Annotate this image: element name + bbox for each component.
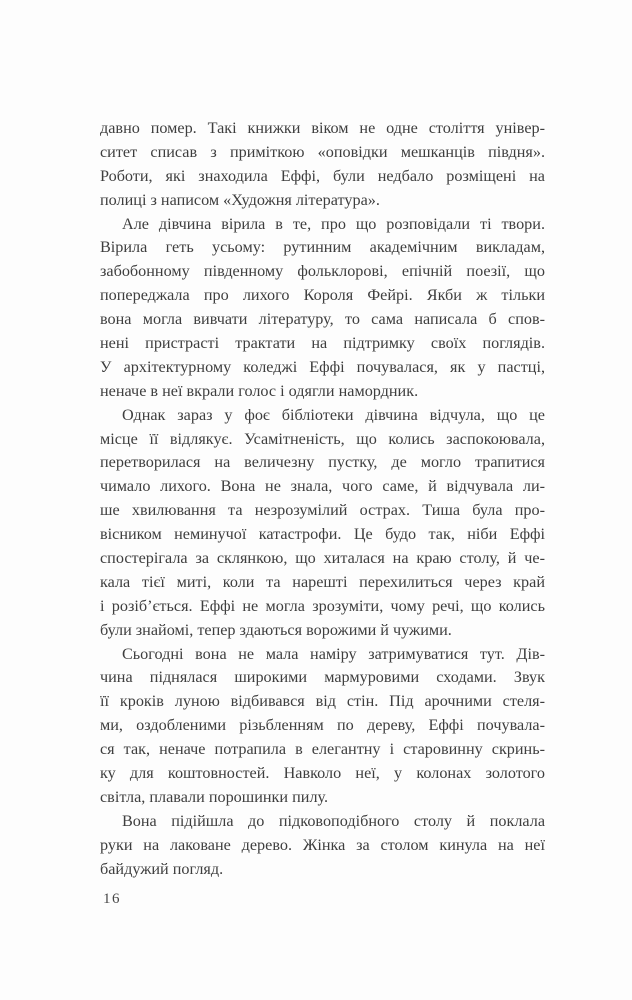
paragraph bbox=[100, 810, 545, 882]
text-line: були знайомі, тепер здаються ворожими й чужими. bbox=[100, 620, 452, 639]
text-line: ми, оздобленими різьбленням по дереву, Еффі почувала- bbox=[100, 716, 545, 735]
paragraph bbox=[100, 404, 545, 643]
paragraph bbox=[100, 643, 545, 810]
text-line: ку для коштовностей. Навколо неї, у колонах золотого bbox=[100, 764, 545, 783]
text-line: ше хвилювання та незрозумілий острах. Тиша була про- bbox=[100, 501, 545, 520]
text-line: полиці з написом «Художня література». bbox=[100, 190, 380, 209]
text-line: Роботи, які знаходила Еффі, були недбало розміщені на bbox=[100, 166, 545, 185]
text-line: її кроків луною відбивався від стін. Під арочними стеля- bbox=[100, 692, 545, 711]
text-line: кала тієї миті, коли та нарешті перехилиться через край bbox=[100, 572, 545, 591]
text-line: попереджала про лихого Короля Фейрі. Якби ж тільки bbox=[100, 286, 545, 305]
text-line: чимало лихого. Вона не знала, чого саме, й відчувала ли- bbox=[100, 477, 545, 496]
page-number: 16 bbox=[103, 891, 121, 907]
text-line: світла, плавали порошинки пилу. bbox=[100, 787, 329, 806]
text-line: руки на лаковане дерево. Жінка за столом кинула на неї bbox=[100, 835, 545, 854]
text-line: Сьогодні вона не мала наміру затримуватися тут. Дів- bbox=[122, 644, 545, 663]
paragraph bbox=[100, 117, 545, 213]
text-line: вона могла вивчати літературу, то сама написала б спов- bbox=[100, 310, 545, 329]
text-line: спостерігала за склянкою, що хиталася на краю столу, й че- bbox=[100, 549, 545, 568]
text-line: давно помер. Такі книжки віком не одне століття універ- bbox=[100, 119, 545, 137]
text-line: Однак зараз у фоє бібліотеки дівчина відчула, що це bbox=[122, 405, 545, 424]
text-line: Вона підійшла до підковоподібного столу й поклала bbox=[122, 811, 545, 830]
text-line: У архітектурному коледжі Еффі почувалася, як у пастці, bbox=[100, 357, 545, 376]
text-line: неначе в неї вкрали голос і одягли намордник. bbox=[100, 381, 419, 400]
text-line: перетворилася на величезну пустку, де могло трапитися bbox=[100, 453, 545, 472]
text-line: ся так, неначе потрапила в елегантну і старовинну скринь- bbox=[100, 740, 545, 759]
text-line: вісником неминучої катастрофи. Це будо так, ніби Еффі bbox=[100, 525, 545, 544]
text-line: чина піднялася широкими мармуровими сходами. Звук bbox=[100, 668, 545, 687]
text-line: байдужий погляд. bbox=[100, 859, 224, 878]
text-line: забобонному південному фольклорові, епічній поезії, що bbox=[100, 262, 545, 281]
text-line: ситет списав з приміткою «оповідки мешканців півдня». bbox=[100, 142, 545, 161]
text-line: і розіб’ється. Еффі не могла зрозуміти, чому речі, що колись bbox=[100, 596, 545, 615]
paragraph bbox=[100, 213, 545, 404]
text-line: нені пристрасті трактати на підтримку своїх поглядів. bbox=[100, 334, 545, 353]
text-block bbox=[100, 117, 545, 882]
text-line: Вірила геть усьому: рутинним академічним викладам, bbox=[100, 238, 545, 257]
text-line: Але дівчина вірила в те, про що розповідали ті твори. bbox=[122, 214, 545, 233]
text-line: місце її відлякує. Усамітненість, що колись заспокоювала, bbox=[100, 429, 545, 448]
